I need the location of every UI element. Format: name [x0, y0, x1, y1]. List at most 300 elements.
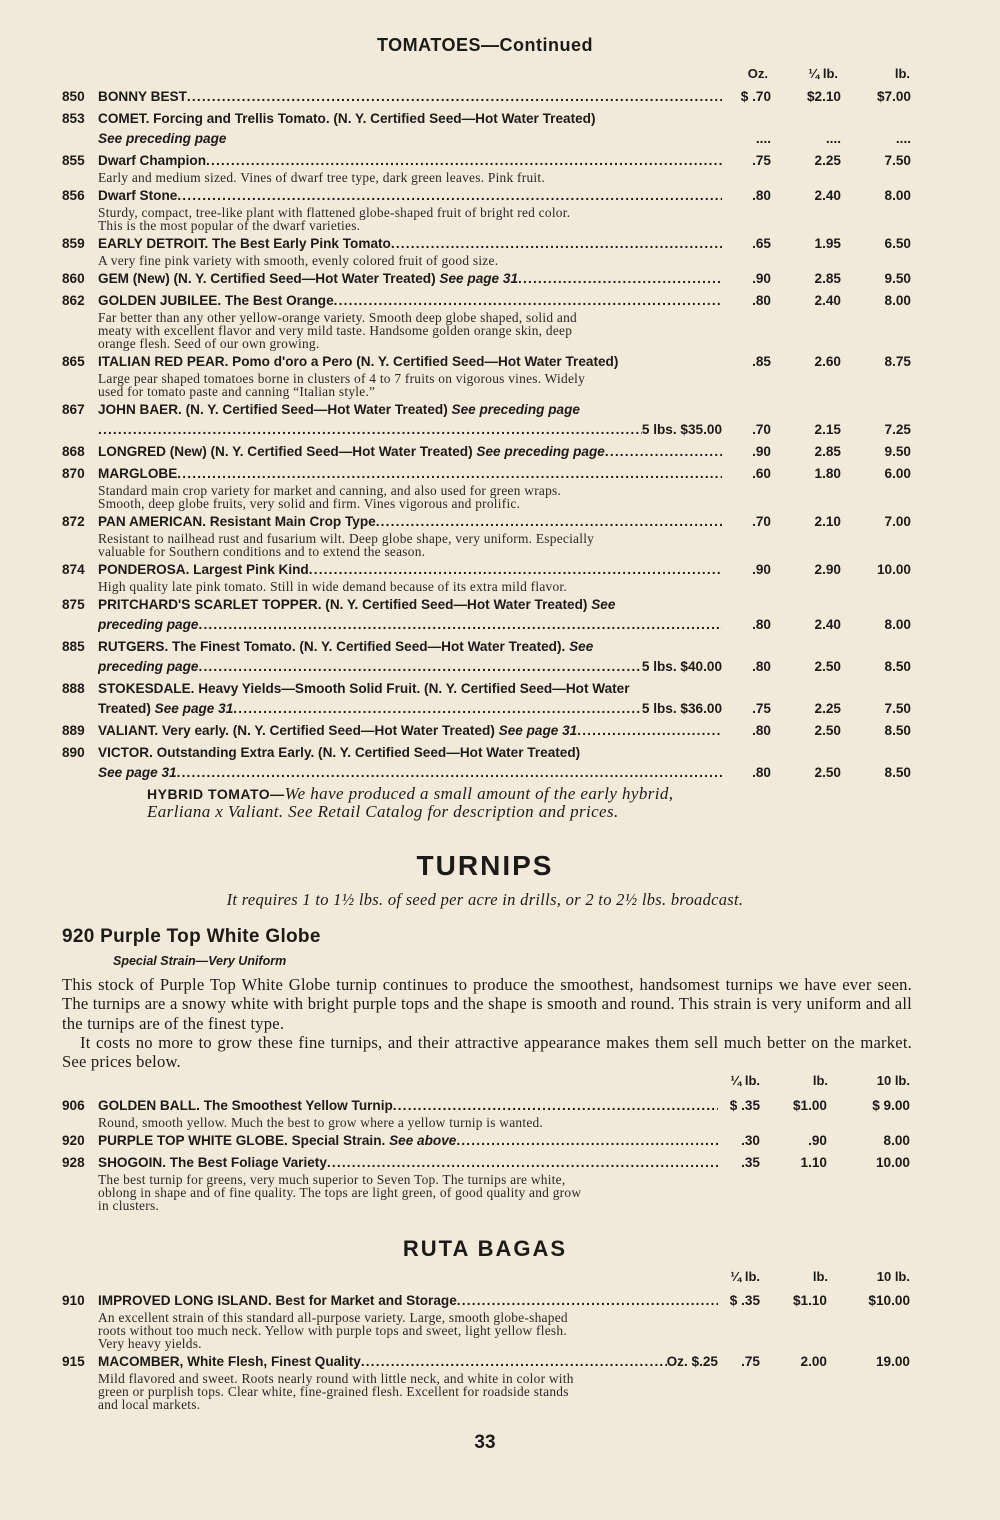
item-number: 865	[62, 354, 85, 369]
list-item	[62, 721, 922, 741]
item-name	[98, 151, 722, 171]
item-name	[98, 442, 722, 462]
name-segment: SHOGOIN. The Best Foliage Variety	[98, 1155, 327, 1170]
description-line: An excellent strain of this standard all-purpose variety. Large, smooth globe-shaped	[98, 1310, 568, 1325]
name-segment: GOLDEN JUBILEE. The Best Orange	[98, 293, 334, 308]
item-description	[98, 1311, 922, 1350]
section-title-tomatoes: TOMATOES—Continued	[377, 35, 593, 55]
dot-leader	[391, 234, 722, 254]
name-segment: MARGLOBE	[98, 466, 178, 481]
price-cell: $2.10	[806, 89, 841, 104]
description-line: green or purplish tops. Clear white, fine-grained flesh. Excellent for roadside stands	[98, 1384, 569, 1399]
list-item	[62, 151, 922, 184]
list-item	[62, 87, 922, 107]
dot-leader	[327, 1153, 718, 1173]
price-cell: 6.00	[884, 466, 911, 481]
item-line	[62, 1131, 922, 1151]
item-line	[62, 763, 922, 783]
item-name	[98, 109, 722, 129]
dot-leader	[334, 291, 722, 311]
price-cell: 2.60	[814, 354, 841, 369]
list-item	[62, 400, 922, 440]
item-description	[98, 254, 922, 267]
item-name	[98, 679, 722, 699]
price-cell: 2.00	[800, 1354, 827, 1369]
bulk-price: 5 lbs. $35.00	[641, 422, 722, 437]
hybrid-line: We have produced a small amount of the early hybrid,	[284, 784, 674, 803]
name-segment: preceding page	[98, 617, 199, 632]
name-segment: See page 31	[98, 765, 177, 780]
dot-leader	[457, 1291, 718, 1311]
description-line: Far better than any other yellow-orange variety. Smooth deep globe shaped, solid and	[98, 310, 578, 325]
column-header: lb.	[812, 1269, 828, 1284]
item-number: 850	[62, 89, 85, 104]
section-title-turnips: TURNIPS	[416, 850, 554, 881]
item-name	[98, 1291, 718, 1311]
name-segment: preceding page	[98, 659, 199, 674]
item-number: 928	[62, 1155, 85, 1170]
item-line	[62, 87, 922, 107]
name-segment: VICTOR. Outstanding Extra Early. (N. Y. Certified Seed—Hot Water Treated)	[98, 745, 581, 760]
dot-leader	[98, 420, 642, 440]
price-cell: .30	[741, 1133, 760, 1148]
price-cell: $7.00	[876, 89, 911, 104]
item-name	[98, 1096, 718, 1116]
item-line	[62, 129, 922, 149]
list-item	[62, 1153, 922, 1212]
price-cell: .90	[808, 1133, 827, 1148]
item-number: 906	[62, 1098, 85, 1113]
list-item	[62, 1352, 922, 1411]
price-cell: 2.15	[814, 422, 841, 437]
price-cell: .80	[752, 293, 771, 308]
page-number: 33	[474, 1432, 496, 1453]
item-number: 872	[62, 514, 85, 529]
list-item	[62, 560, 922, 593]
name-segment: Treated)	[98, 701, 155, 716]
description-line: in clusters.	[98, 1198, 160, 1213]
price-cell: $ .35	[729, 1293, 760, 1308]
item-name	[98, 352, 722, 372]
item-number	[62, 420, 98, 440]
price-cell: ....	[755, 131, 771, 146]
description-line: and local markets.	[98, 1397, 201, 1412]
list-item	[62, 352, 922, 398]
dot-leader	[187, 87, 722, 107]
item-number: 910	[62, 1293, 85, 1308]
column-header: Oz.	[747, 66, 768, 81]
price-cell: .70	[752, 422, 771, 437]
item-name	[98, 87, 722, 107]
name-segment: LONGRED (New) (N. Y. Certified Seed—Hot Water Treated)	[98, 444, 477, 459]
item-number: 885	[62, 639, 85, 654]
item-line	[62, 743, 922, 763]
name-segment: See page 31	[498, 723, 578, 738]
item-number: 862	[62, 293, 85, 308]
bulk-price: Oz. $.25	[666, 1354, 718, 1369]
item-line	[62, 109, 922, 129]
item-name	[98, 1153, 718, 1173]
hybrid-tomato-note	[147, 785, 673, 821]
rutabaga-price-list	[62, 1291, 922, 1413]
description-line: meaty with excellent flavor and very mild taste. Handsome golden orange skin, deep	[98, 323, 573, 338]
item-number: 915	[62, 1354, 85, 1369]
item-line	[62, 595, 922, 615]
price-cell: 6.50	[884, 236, 911, 251]
item-description	[98, 1173, 922, 1212]
list-item	[62, 464, 922, 510]
dot-leader	[177, 763, 722, 783]
price-cell: 8.00	[884, 617, 911, 632]
price-cell: .80	[752, 617, 771, 632]
price-cell: .80	[752, 765, 771, 780]
name-segment: See page 31	[439, 271, 519, 286]
dot-leader	[361, 1352, 667, 1372]
dot-leader	[206, 151, 722, 171]
dot-leader	[198, 615, 722, 635]
item-number: 870	[62, 466, 85, 481]
description-line: Standard main crop variety for market and canning, and also used for green wraps.	[98, 483, 562, 498]
item-name	[98, 291, 722, 311]
price-cell: .85	[752, 354, 771, 369]
list-item	[62, 743, 922, 783]
price-cell: .60	[752, 466, 771, 481]
item-name	[98, 269, 722, 289]
item-description	[98, 372, 922, 398]
price-cell: 9.50	[884, 271, 911, 286]
price-cell: 2.10	[814, 514, 841, 529]
bulk-price: 5 lbs. $36.00	[641, 701, 722, 716]
description-line: A very fine pink variety with smooth, evenly colored fruit of good size.	[98, 253, 499, 268]
description-line: The best turnip for greens, very much superior to Seven Top. The turnips are white,	[98, 1172, 566, 1187]
description-line: Smooth, deep globe fruits, very solid and firm. Vines vigorous and prolific.	[98, 496, 521, 511]
dot-leader	[393, 1096, 718, 1116]
column-header: 10 lb.	[876, 1073, 910, 1088]
item-number	[62, 763, 98, 783]
dot-leader	[376, 512, 722, 532]
column-header: 10 lb.	[876, 1269, 910, 1284]
item-number	[62, 129, 98, 149]
price-cell: .65	[752, 236, 771, 251]
name-segment: See preceding page	[451, 402, 580, 417]
item-number	[62, 657, 98, 677]
item-number: 856	[62, 188, 85, 203]
dot-leader	[198, 657, 641, 677]
description-line: Large pear shaped tomatoes borne in clusters of 4 to 7 fruits on vigorous vines. Widely	[98, 371, 586, 386]
item-number: 853	[62, 111, 85, 126]
item-name	[98, 560, 722, 580]
column-header: lb.	[812, 1073, 828, 1088]
item-line	[62, 721, 922, 741]
item-line	[62, 679, 922, 699]
paragraph: It costs no more to grow these fine turnips, and their attractive appearance makes them sell much better on the market. See prices below.	[62, 1032, 912, 1072]
description-line: roots without too much neck. Yellow with purple tops and sweet, light yellow flesh.	[98, 1323, 567, 1338]
dot-leader	[518, 269, 722, 289]
price-cell: 8.75	[884, 354, 911, 369]
item-name	[98, 595, 722, 615]
item-number: 859	[62, 236, 85, 251]
price-cell: 2.25	[814, 701, 841, 716]
item-line	[62, 615, 922, 635]
item-line	[62, 400, 922, 420]
name-segment: EARLY DETROIT. The Best Early Pink Tomato	[98, 236, 391, 251]
item-description	[98, 580, 922, 593]
dot-leader	[456, 1131, 718, 1151]
price-cell: 2.50	[814, 659, 841, 674]
list-item	[62, 679, 922, 719]
item-line	[62, 442, 922, 462]
price-cell: 7.50	[884, 701, 911, 716]
description-line: High quality late pink tomato. Still in wide demand because of its extra mild flavor.	[98, 579, 567, 594]
item-number: 874	[62, 562, 85, 577]
item-name	[98, 420, 722, 440]
item-line	[62, 291, 922, 311]
name-segment: See above	[389, 1133, 457, 1148]
item-name	[98, 400, 722, 420]
name-segment: GEM (New) (N. Y. Certified Seed—Hot Water Treated)	[98, 271, 440, 286]
feature-subtitle: Special Strain—Very Uniform	[113, 954, 287, 968]
description-line: oblong in shape and of fine quality. The tops are light green, of good quality and grow	[98, 1185, 582, 1200]
item-number: 888	[62, 681, 85, 696]
price-cell: $ 9.00	[872, 1098, 910, 1113]
price-cell: 1.10	[800, 1155, 827, 1170]
column-header: lb.	[894, 66, 910, 81]
price-cell: 2.85	[814, 444, 841, 459]
item-description	[98, 171, 922, 184]
name-segment: IMPROVED LONG ISLAND. Best for Market and Storage	[98, 1293, 457, 1308]
item-number: 867	[62, 402, 85, 417]
price-cell: 8.00	[883, 1133, 910, 1148]
feature-description	[62, 975, 912, 1071]
price-cell: 7.25	[884, 422, 911, 437]
name-segment: COMET. Forcing and Trellis Tomato. (N. Y. Certified Seed—Hot Water Treated)	[98, 111, 596, 126]
column-header: ¼ lb.	[730, 1269, 760, 1284]
item-name	[98, 464, 722, 484]
price-cell: 2.40	[814, 293, 841, 308]
hybrid-label: HYBRID TOMATO—	[147, 786, 285, 802]
item-number: 890	[62, 745, 85, 760]
price-cell: 10.00	[875, 1155, 910, 1170]
description-line: valuable for Southern conditions and to extend the season.	[98, 544, 426, 559]
price-cell: 8.50	[884, 659, 911, 674]
item-name	[98, 1352, 718, 1372]
item-line	[62, 352, 922, 372]
section-title-rutabagas: RUTA BAGAS	[402, 1236, 568, 1261]
item-name	[98, 699, 722, 719]
name-segment: GOLDEN BALL. The Smoothest Yellow Turnip	[98, 1098, 393, 1113]
price-cell: 2.85	[814, 271, 841, 286]
item-number: 920	[62, 1133, 85, 1148]
item-line	[62, 186, 922, 206]
item-line	[62, 637, 922, 657]
name-segment: See	[591, 597, 616, 612]
item-line	[62, 1352, 922, 1372]
item-line	[62, 269, 922, 289]
paragraph: This stock of Purple Top White Globe turnip continues to produce the smoothest, handsomest turnips we have ever seen. The turnips are a snowy white with bright purple tops and the shape is smooth and round. This strain is very uniform and all the turnips are of the finest type.	[62, 975, 912, 1033]
item-line	[62, 1291, 922, 1311]
name-segment: See preceding page	[98, 131, 227, 146]
list-item	[62, 186, 922, 232]
item-description	[98, 1372, 922, 1411]
price-cell: .80	[752, 723, 771, 738]
column-header: ¼ lb.	[808, 66, 838, 81]
name-segment: ITALIAN RED PEAR. Pomo d'oro a Pero (N. Y. Certified Seed—Hot Water Treated)	[98, 354, 619, 369]
item-name	[98, 129, 722, 149]
dot-leader	[309, 560, 722, 580]
list-item	[62, 512, 922, 558]
price-cell: 8.50	[884, 723, 911, 738]
price-cell: 1.95	[814, 236, 841, 251]
price-cell: .90	[752, 444, 771, 459]
price-cell: 2.40	[814, 617, 841, 632]
description-line: Resistant to nailhead rust and fusarium wilt. Deep globe shape, very uniform. Especially	[98, 531, 595, 546]
item-line	[62, 512, 922, 532]
price-cell: $1.10	[792, 1293, 827, 1308]
price-cell: $ .35	[729, 1098, 760, 1113]
price-cell: 8.00	[884, 188, 911, 203]
list-item	[62, 442, 922, 462]
turnips-subtitle: It requires 1 to 1½ lbs. of seed per acre in drills, or 2 to 2½ lbs. broadcast.	[226, 890, 744, 909]
name-segment: Dwarf Champion	[98, 153, 206, 168]
item-number: 860	[62, 271, 85, 286]
item-name	[98, 615, 722, 635]
name-segment: PURPLE TOP WHITE GLOBE. Special Strain.	[98, 1133, 390, 1148]
item-number: 868	[62, 444, 85, 459]
price-cell: 19.00	[875, 1354, 910, 1369]
price-cell: 10.00	[876, 562, 911, 577]
price-cell: .80	[752, 659, 771, 674]
name-segment: PRITCHARD'S SCARLET TOPPER. (N. Y. Certified Seed—Hot Water Treated)	[98, 597, 592, 612]
item-name	[98, 763, 722, 783]
item-line	[62, 657, 922, 677]
name-segment: MACOMBER, White Flesh, Finest Quality	[98, 1354, 361, 1369]
item-number: 875	[62, 597, 85, 612]
item-number: 855	[62, 153, 85, 168]
item-description	[98, 311, 922, 350]
item-line	[62, 1096, 922, 1116]
price-cell: $ .70	[740, 89, 771, 104]
item-name	[98, 721, 722, 741]
tomato-price-list	[62, 87, 922, 785]
item-number: 889	[62, 723, 85, 738]
item-line	[62, 1153, 922, 1173]
price-cell: 8.00	[884, 293, 911, 308]
name-segment: BONNY BEST	[98, 89, 187, 104]
item-line	[62, 560, 922, 580]
list-item	[62, 1096, 922, 1129]
item-description	[98, 532, 922, 558]
item-line	[62, 464, 922, 484]
price-cell: 2.25	[814, 153, 841, 168]
item-name	[98, 186, 722, 206]
price-cell: 1.80	[814, 466, 841, 481]
name-segment: PAN AMERICAN. Resistant Main Crop Type	[98, 514, 376, 529]
description-line: Round, smooth yellow. Much the best to grow where a yellow turnip is wanted.	[98, 1115, 544, 1130]
name-segment: RUTGERS. The Finest Tomato. (N. Y. Certified Seed—Hot Water Treated).	[98, 639, 570, 654]
item-name	[98, 234, 722, 254]
price-cell: 2.50	[814, 765, 841, 780]
bulk-price: 5 lbs. $40.00	[641, 659, 722, 674]
list-item	[62, 234, 922, 267]
description-line: orange flesh. Seed of our own growing.	[98, 336, 320, 351]
item-line	[62, 151, 922, 171]
name-segment: See preceding page	[476, 444, 605, 459]
price-cell: 2.40	[814, 188, 841, 203]
price-cell: 7.50	[884, 153, 911, 168]
item-description	[98, 1116, 922, 1129]
price-cell: .80	[752, 188, 771, 203]
list-item	[62, 595, 922, 635]
name-segment: STOKESDALE. Heavy Yields—Smooth Solid Fruit. (N. Y. Certified Seed—Hot Water	[98, 681, 630, 696]
list-item	[62, 109, 922, 149]
dot-leader	[605, 442, 722, 462]
price-cell: 9.50	[884, 444, 911, 459]
price-cell: .90	[752, 271, 771, 286]
name-segment: PONDEROSA. Largest Pink Kind	[98, 562, 309, 577]
price-cell: ....	[895, 131, 911, 146]
list-item	[62, 269, 922, 289]
price-cell: ....	[825, 131, 841, 146]
list-item	[62, 1291, 922, 1350]
name-segment: See	[569, 639, 594, 654]
price-cell: .90	[752, 562, 771, 577]
item-name	[98, 743, 722, 763]
hybrid-line: Earliana x Valiant. See Retail Catalog for description and prices.	[147, 802, 619, 821]
item-line	[62, 420, 922, 440]
description-line: Early and medium sized. Vines of dwarf tree type, dark green leaves. Pink fruit.	[98, 170, 545, 185]
list-item	[62, 291, 922, 350]
item-name	[98, 512, 722, 532]
price-cell: .75	[741, 1354, 760, 1369]
price-cell: $1.00	[792, 1098, 827, 1113]
price-cell: 7.00	[884, 514, 911, 529]
name-segment: VALIANT. Very early. (N. Y. Certified Seed—Hot Water Treated)	[98, 723, 499, 738]
dot-leader	[233, 699, 642, 719]
price-cell: $10.00	[868, 1293, 910, 1308]
feature-title: 920 Purple Top White Globe	[62, 926, 321, 947]
price-cell: .70	[752, 514, 771, 529]
item-name	[98, 637, 722, 657]
item-description	[98, 484, 922, 510]
description-line: Sturdy, compact, tree-like plant with flattened globe-shaped fruit of bright red color.	[98, 205, 571, 220]
list-item	[62, 637, 922, 677]
name-segment: See page 31	[154, 701, 234, 716]
name-segment: JOHN BAER. (N. Y. Certified Seed—Hot Water Treated)	[98, 402, 452, 417]
item-number	[62, 615, 98, 635]
item-description	[98, 206, 922, 232]
dot-leader	[577, 721, 722, 741]
price-cell: .75	[752, 153, 771, 168]
description-line: Very heavy yields.	[98, 1336, 202, 1351]
description-line: Mild flavored and sweet. Roots nearly round with little neck, and white in color with	[98, 1371, 574, 1386]
price-cell: .75	[752, 701, 771, 716]
price-cell: 2.90	[814, 562, 841, 577]
list-item	[62, 1131, 922, 1151]
description-line: used for tomato paste and canning “Italian style.”	[98, 384, 376, 399]
price-cell: .35	[741, 1155, 760, 1170]
item-line	[62, 699, 922, 719]
description-line: This is the most popular of the dwarf varieties.	[98, 218, 361, 233]
price-cell: 8.50	[884, 765, 911, 780]
column-header: ¼ lb.	[730, 1073, 760, 1088]
dot-leader	[177, 186, 722, 206]
item-line	[62, 234, 922, 254]
item-number	[62, 699, 98, 719]
item-name	[98, 1131, 718, 1151]
turnip-price-list	[62, 1096, 922, 1214]
name-segment: Dwarf Stone	[98, 188, 178, 203]
dot-leader	[177, 464, 722, 484]
